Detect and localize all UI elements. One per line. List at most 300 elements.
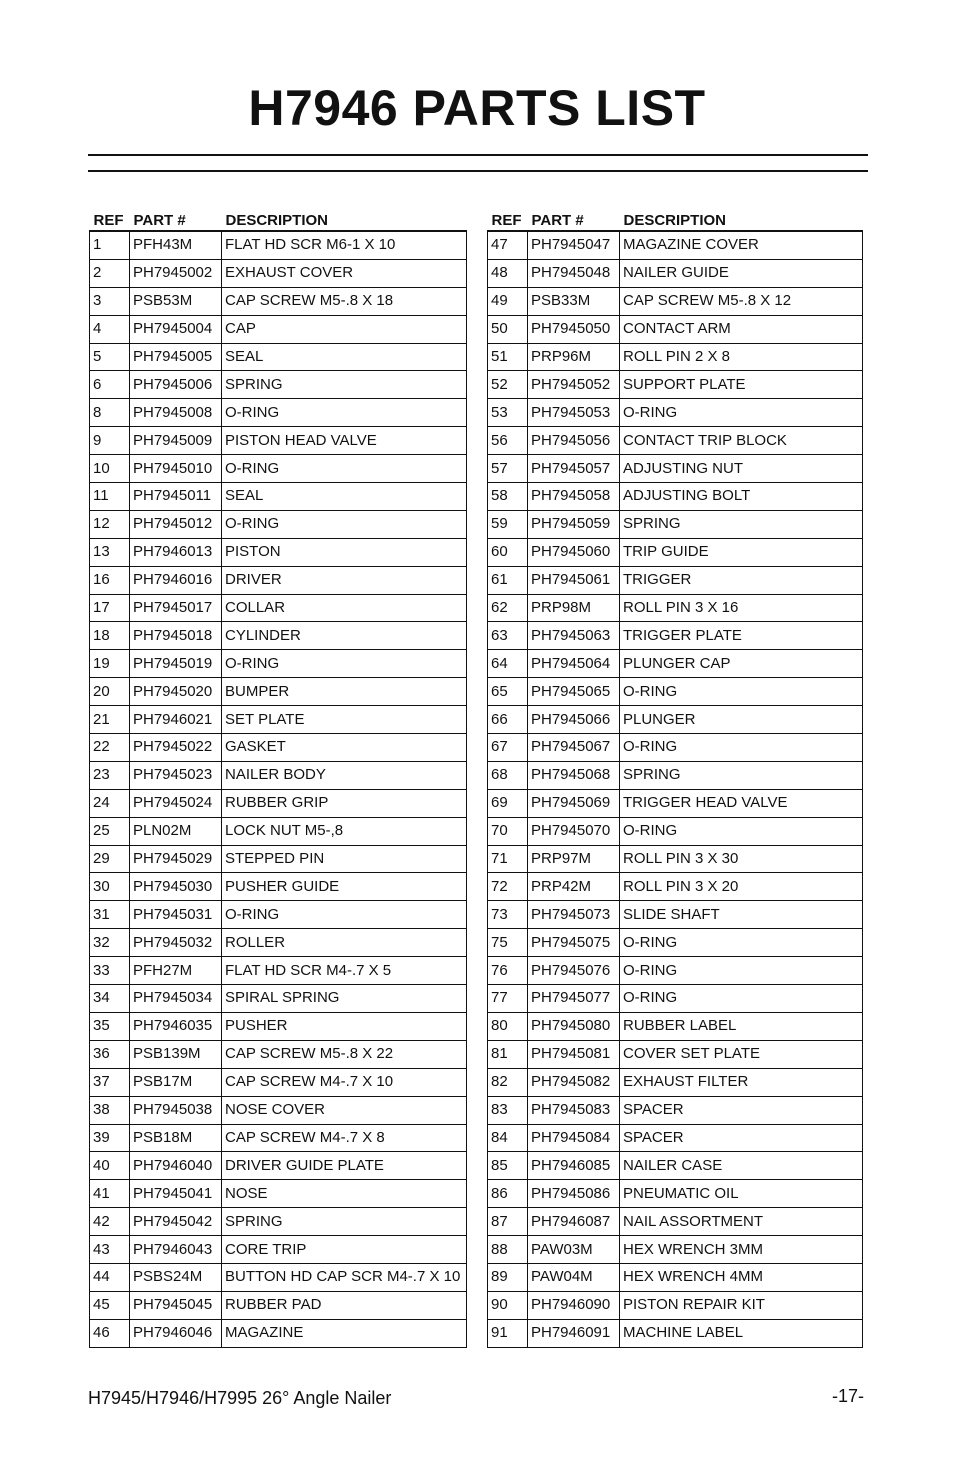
ref-cell: 42 — [90, 1208, 130, 1236]
table-row — [488, 371, 863, 399]
description-cell: CYLINDER — [222, 622, 467, 650]
table-row — [488, 1319, 863, 1347]
ref-cell: 13 — [90, 538, 130, 566]
ref-cell: 36 — [90, 1040, 130, 1068]
parts-table-right — [487, 210, 863, 1348]
description-cell: TRIGGER HEAD VALVE — [620, 789, 863, 817]
description-cell: O-RING — [222, 510, 467, 538]
ref-cell: 75 — [488, 929, 528, 957]
table-row — [90, 538, 467, 566]
ref-cell: 88 — [488, 1236, 528, 1264]
ref-cell: 46 — [90, 1319, 130, 1347]
table-row — [90, 1208, 467, 1236]
table-row — [90, 1291, 467, 1319]
table-row — [90, 845, 467, 873]
table-row — [488, 734, 863, 762]
ref-cell: 32 — [90, 929, 130, 957]
parts-table-body — [90, 231, 467, 1347]
table-row — [488, 761, 863, 789]
table-row — [488, 650, 863, 678]
description-cell: NOSE COVER — [222, 1096, 467, 1124]
footer-model: H7945/H7946/H7995 26° Angle Nailer — [88, 1388, 392, 1408]
table-row — [488, 427, 863, 455]
part-number-cell: PH7945075 — [528, 929, 620, 957]
description-cell: PUSHER — [222, 1012, 467, 1040]
part-number-cell: PRP97M — [528, 845, 620, 873]
part-number-cell: PH7945038 — [130, 1096, 222, 1124]
part-number-cell: PH7945018 — [130, 622, 222, 650]
ref-cell: 22 — [90, 734, 130, 762]
table-row — [488, 622, 863, 650]
ref-cell: 83 — [488, 1096, 528, 1124]
table-row — [488, 1124, 863, 1152]
ref-cell: 57 — [488, 455, 528, 483]
table-row — [488, 957, 863, 985]
ref-cell: 49 — [488, 287, 528, 315]
description-cell: CAP SCREW M5-.8 X 18 — [222, 287, 467, 315]
table-row — [90, 1180, 467, 1208]
table-row — [488, 1068, 863, 1096]
part-number-cell: PH7945010 — [130, 455, 222, 483]
description-cell: MACHINE LABEL — [620, 1319, 863, 1347]
ref-cell: 30 — [90, 873, 130, 901]
description-cell: GASKET — [222, 734, 467, 762]
ref-cell: 2 — [90, 259, 130, 287]
table-row — [90, 427, 467, 455]
description-cell: DRIVER GUIDE PLATE — [222, 1152, 467, 1180]
part-number-cell: PH7945056 — [528, 427, 620, 455]
description-cell: NAILER CASE — [620, 1152, 863, 1180]
parts-table-left — [89, 210, 467, 1348]
description-cell: FLAT HD SCR M4-.7 X 5 — [222, 957, 467, 985]
table-row — [488, 1040, 863, 1068]
ref-cell: 6 — [90, 371, 130, 399]
part-number-cell: PH7945024 — [130, 789, 222, 817]
description-cell: O-RING — [222, 650, 467, 678]
ref-cell: 61 — [488, 566, 528, 594]
description-cell: NAIL ASSORTMENT — [620, 1208, 863, 1236]
table-row — [488, 231, 863, 259]
ref-cell: 84 — [488, 1124, 528, 1152]
part-number-cell: PH7945057 — [528, 455, 620, 483]
description-cell: EXHAUST FILTER — [620, 1068, 863, 1096]
ref-cell: 51 — [488, 343, 528, 371]
part-column-header: PART # — [133, 211, 186, 229]
page-title: H7946 PARTS LIST — [248, 80, 706, 136]
ref-cell: 34 — [90, 985, 130, 1013]
table-row — [488, 399, 863, 427]
description-cell: ROLL PIN 3 X 30 — [620, 845, 863, 873]
description-cell: SPRING — [222, 1208, 467, 1236]
ref-cell: 47 — [488, 231, 528, 259]
description-cell: SPRING — [620, 761, 863, 789]
table-row — [488, 985, 863, 1013]
part-number-cell: PH7945002 — [130, 259, 222, 287]
part-number-cell: PH7945065 — [528, 678, 620, 706]
ref-cell: 20 — [90, 678, 130, 706]
description-cell: FLAT HD SCR M6-1 X 10 — [222, 231, 467, 259]
part-number-cell: PH7945053 — [528, 399, 620, 427]
description-cell: HEX WRENCH 3MM — [620, 1236, 863, 1264]
part-number-cell: PH7945012 — [130, 510, 222, 538]
ref-cell: 66 — [488, 706, 528, 734]
table-row — [488, 1180, 863, 1208]
description-cell: ROLL PIN 3 X 16 — [620, 594, 863, 622]
ref-cell: 87 — [488, 1208, 528, 1236]
ref-cell: 1 — [90, 231, 130, 259]
part-number-cell: PH7945070 — [528, 817, 620, 845]
ref-cell: 29 — [90, 845, 130, 873]
ref-cell: 17 — [90, 594, 130, 622]
ref-cell: 48 — [488, 259, 528, 287]
part-number-cell: PH7945083 — [528, 1096, 620, 1124]
ref-cell: 76 — [488, 957, 528, 985]
table-row — [90, 1096, 467, 1124]
part-number-cell: PH7945042 — [130, 1208, 222, 1236]
description-cell: MAGAZINE COVER — [620, 231, 863, 259]
description-cell: O-RING — [222, 455, 467, 483]
part-number-cell: PH7946087 — [528, 1208, 620, 1236]
table-row — [90, 957, 467, 985]
table-row — [90, 315, 467, 343]
description-cell: ROLL PIN 2 X 8 — [620, 343, 863, 371]
table-row — [488, 1291, 863, 1319]
table-row — [488, 789, 863, 817]
ref-cell: 38 — [90, 1096, 130, 1124]
part-number-cell: PH7946091 — [528, 1319, 620, 1347]
part-number-cell: PRP42M — [528, 873, 620, 901]
description-cell: PISTON — [222, 538, 467, 566]
part-number-cell: PRP96M — [528, 343, 620, 371]
table-row — [90, 287, 467, 315]
description-cell: SPACER — [620, 1096, 863, 1124]
description-cell: PUSHER GUIDE — [222, 873, 467, 901]
description-cell: BUMPER — [222, 678, 467, 706]
table-row — [90, 594, 467, 622]
part-number-cell: PH7945011 — [130, 483, 222, 511]
description-cell: SPACER — [620, 1124, 863, 1152]
description-column-header: DESCRIPTION — [225, 211, 329, 229]
part-number-cell: PSB18M — [130, 1124, 222, 1152]
ref-cell: 72 — [488, 873, 528, 901]
description-column-header: DESCRIPTION — [623, 211, 727, 229]
ref-cell: 69 — [488, 789, 528, 817]
table-row — [488, 1263, 863, 1291]
ref-cell: 45 — [90, 1291, 130, 1319]
part-number-cell: PH7945076 — [528, 957, 620, 985]
table-header-row — [488, 210, 863, 231]
table-row — [90, 566, 467, 594]
part-number-cell: PSB53M — [130, 287, 222, 315]
description-cell: RUBBER GRIP — [222, 789, 467, 817]
ref-cell: 67 — [488, 734, 528, 762]
ref-cell: 8 — [90, 399, 130, 427]
description-cell: SEAL — [222, 483, 467, 511]
part-number-cell: PH7945068 — [528, 761, 620, 789]
part-number-cell: PH7945052 — [528, 371, 620, 399]
table-row — [488, 678, 863, 706]
part-number-cell: PH7945034 — [130, 985, 222, 1013]
table-row — [90, 399, 467, 427]
description-cell: DRIVER — [222, 566, 467, 594]
ref-cell: 86 — [488, 1180, 528, 1208]
description-cell: O-RING — [222, 901, 467, 929]
table-row — [90, 622, 467, 650]
part-number-cell: PH7945059 — [528, 510, 620, 538]
table-row — [488, 510, 863, 538]
part-number-cell: PH7945031 — [130, 901, 222, 929]
ref-cell: 35 — [90, 1012, 130, 1040]
table-row — [488, 259, 863, 287]
table-row — [488, 706, 863, 734]
description-cell: ADJUSTING BOLT — [620, 483, 863, 511]
ref-cell: 18 — [90, 622, 130, 650]
description-cell: PNEUMATIC OIL — [620, 1180, 863, 1208]
table-row — [90, 1152, 467, 1180]
description-cell: CAP SCREW M4-.7 X 8 — [222, 1124, 467, 1152]
table-row — [488, 538, 863, 566]
ref-cell: 64 — [488, 650, 528, 678]
part-number-cell: PH7945004 — [130, 315, 222, 343]
part-number-cell: PSB33M — [528, 287, 620, 315]
ref-cell: 77 — [488, 985, 528, 1013]
part-number-cell: PH7945008 — [130, 399, 222, 427]
description-cell: HEX WRENCH 4MM — [620, 1263, 863, 1291]
parts-table-body — [488, 231, 863, 1347]
ref-cell: 63 — [488, 622, 528, 650]
description-cell: SPRING — [222, 371, 467, 399]
ref-cell: 91 — [488, 1319, 528, 1347]
title-rule-top — [88, 154, 868, 156]
table-row — [488, 566, 863, 594]
table-row — [488, 901, 863, 929]
description-cell: STEPPED PIN — [222, 845, 467, 873]
table-row — [90, 371, 467, 399]
table-row — [90, 343, 467, 371]
table-row — [488, 287, 863, 315]
description-cell: ADJUSTING NUT — [620, 455, 863, 483]
description-cell: RUBBER PAD — [222, 1291, 467, 1319]
table-row — [488, 845, 863, 873]
ref-cell: 85 — [488, 1152, 528, 1180]
table-header-row — [90, 210, 467, 231]
description-cell: BUTTON HD CAP SCR M4-.7 X 10 — [222, 1263, 467, 1291]
description-cell: ROLLER — [222, 929, 467, 957]
part-number-cell: PH7946090 — [528, 1291, 620, 1319]
part-number-cell: PH7945020 — [130, 678, 222, 706]
table-row — [90, 761, 467, 789]
table-row — [90, 483, 467, 511]
part-number-cell: PH7945067 — [528, 734, 620, 762]
part-number-cell: PH7945081 — [528, 1040, 620, 1068]
part-number-cell: PRP98M — [528, 594, 620, 622]
ref-cell: 40 — [90, 1152, 130, 1180]
part-number-cell: PH7946046 — [130, 1319, 222, 1347]
part-number-cell: PH7945041 — [130, 1180, 222, 1208]
part-number-cell: PFH43M — [130, 231, 222, 259]
part-number-cell: PSBS24M — [130, 1263, 222, 1291]
description-cell: SPIRAL SPRING — [222, 985, 467, 1013]
page-number: -17- — [831, 1386, 864, 1406]
table-row — [488, 817, 863, 845]
description-cell: COVER SET PLATE — [620, 1040, 863, 1068]
table-row — [90, 1263, 467, 1291]
part-number-cell: PH7945080 — [528, 1012, 620, 1040]
part-number-cell: PSB17M — [130, 1068, 222, 1096]
description-cell: O-RING — [620, 957, 863, 985]
description-cell: PISTON HEAD VALVE — [222, 427, 467, 455]
part-number-cell: PH7946016 — [130, 566, 222, 594]
description-cell: TRIGGER PLATE — [620, 622, 863, 650]
ref-cell: 82 — [488, 1068, 528, 1096]
part-number-cell: PSB139M — [130, 1040, 222, 1068]
ref-cell: 10 — [90, 455, 130, 483]
part-number-cell: PAW03M — [528, 1236, 620, 1264]
ref-cell: 25 — [90, 817, 130, 845]
table-row — [90, 706, 467, 734]
description-cell: CAP SCREW M4-.7 X 10 — [222, 1068, 467, 1096]
ref-cell: 39 — [90, 1124, 130, 1152]
table-row — [488, 1208, 863, 1236]
table-row — [488, 343, 863, 371]
ref-cell: 73 — [488, 901, 528, 929]
table-row — [90, 901, 467, 929]
part-number-cell: PH7945009 — [130, 427, 222, 455]
ref-cell: 60 — [488, 538, 528, 566]
ref-cell: 31 — [90, 901, 130, 929]
description-cell: ROLL PIN 3 X 20 — [620, 873, 863, 901]
ref-cell: 9 — [90, 427, 130, 455]
description-cell: O-RING — [620, 678, 863, 706]
table-row — [90, 231, 467, 259]
description-cell: O-RING — [620, 734, 863, 762]
table-row — [90, 678, 467, 706]
part-number-cell: PH7945048 — [528, 259, 620, 287]
part-number-cell: PH7946013 — [130, 538, 222, 566]
table-row — [90, 650, 467, 678]
ref-cell: 33 — [90, 957, 130, 985]
description-cell: PISTON REPAIR KIT — [620, 1291, 863, 1319]
description-cell: PLUNGER CAP — [620, 650, 863, 678]
part-number-cell: PH7945061 — [528, 566, 620, 594]
ref-cell: 24 — [90, 789, 130, 817]
part-number-cell: PH7945017 — [130, 594, 222, 622]
table-row — [90, 929, 467, 957]
ref-cell: 56 — [488, 427, 528, 455]
part-number-cell: PH7945045 — [130, 1291, 222, 1319]
part-number-cell: PH7945086 — [528, 1180, 620, 1208]
table-row — [90, 1236, 467, 1264]
table-row — [90, 873, 467, 901]
description-cell: CONTACT TRIP BLOCK — [620, 427, 863, 455]
part-number-cell: PH7945006 — [130, 371, 222, 399]
description-cell: SPRING — [620, 510, 863, 538]
part-number-cell: PH7945066 — [528, 706, 620, 734]
description-cell: TRIP GUIDE — [620, 538, 863, 566]
description-cell: SET PLATE — [222, 706, 467, 734]
part-number-cell: PH7946040 — [130, 1152, 222, 1180]
part-number-cell: PH7945060 — [528, 538, 620, 566]
part-number-cell: PAW04M — [528, 1263, 620, 1291]
part-number-cell: PH7945030 — [130, 873, 222, 901]
description-cell: EXHAUST COVER — [222, 259, 467, 287]
ref-cell: 11 — [90, 483, 130, 511]
table-row — [488, 315, 863, 343]
description-cell: PLUNGER — [620, 706, 863, 734]
part-number-cell: PH7945005 — [130, 343, 222, 371]
ref-cell: 53 — [488, 399, 528, 427]
description-cell: NAILER BODY — [222, 761, 467, 789]
part-number-cell: PH7946035 — [130, 1012, 222, 1040]
table-row — [90, 817, 467, 845]
ref-cell: 90 — [488, 1291, 528, 1319]
part-number-cell: PH7945084 — [528, 1124, 620, 1152]
ref-cell: 62 — [488, 594, 528, 622]
part-number-cell: PH7945019 — [130, 650, 222, 678]
description-cell: O-RING — [620, 929, 863, 957]
part-number-cell: PH7945064 — [528, 650, 620, 678]
ref-cell: 21 — [90, 706, 130, 734]
part-number-cell: PH7946085 — [528, 1152, 620, 1180]
part-number-cell: PFH27M — [130, 957, 222, 985]
table-row — [488, 1096, 863, 1124]
description-cell: CAP SCREW M5-.8 X 12 — [620, 287, 863, 315]
ref-cell: 5 — [90, 343, 130, 371]
part-number-cell: PH7945023 — [130, 761, 222, 789]
description-cell: COLLAR — [222, 594, 467, 622]
ref-cell: 58 — [488, 483, 528, 511]
ref-cell: 81 — [488, 1040, 528, 1068]
part-number-cell: PH7945073 — [528, 901, 620, 929]
table-row — [488, 483, 863, 511]
description-cell: CORE TRIP — [222, 1236, 467, 1264]
description-cell: CAP SCREW M5-.8 X 22 — [222, 1040, 467, 1068]
table-row — [488, 594, 863, 622]
part-number-cell: PH7945050 — [528, 315, 620, 343]
title-rule-bottom — [88, 170, 868, 172]
part-number-cell: PH7945077 — [528, 985, 620, 1013]
ref-cell: 71 — [488, 845, 528, 873]
ref-cell: 50 — [488, 315, 528, 343]
description-cell: O-RING — [620, 399, 863, 427]
description-cell: SUPPORT PLATE — [620, 371, 863, 399]
description-cell: CAP — [222, 315, 467, 343]
description-cell: SEAL — [222, 343, 467, 371]
table-row — [488, 929, 863, 957]
ref-cell: 4 — [90, 315, 130, 343]
ref-cell: 80 — [488, 1012, 528, 1040]
table-row — [488, 873, 863, 901]
table-row — [90, 1068, 467, 1096]
part-number-cell: PLN02M — [130, 817, 222, 845]
table-row — [90, 1319, 467, 1347]
table-row — [488, 1152, 863, 1180]
table-row — [90, 1012, 467, 1040]
part-column-header: PART # — [531, 211, 584, 229]
part-number-cell: PH7946043 — [130, 1236, 222, 1264]
description-cell: NOSE — [222, 1180, 467, 1208]
part-number-cell: PH7945047 — [528, 231, 620, 259]
table-row — [90, 985, 467, 1013]
table-row — [90, 259, 467, 287]
ref-cell: 23 — [90, 761, 130, 789]
ref-cell: 41 — [90, 1180, 130, 1208]
ref-column-header: REF — [491, 211, 522, 229]
part-number-cell: PH7945022 — [130, 734, 222, 762]
description-cell: RUBBER LABEL — [620, 1012, 863, 1040]
table-row — [488, 1236, 863, 1264]
table-row — [90, 455, 467, 483]
